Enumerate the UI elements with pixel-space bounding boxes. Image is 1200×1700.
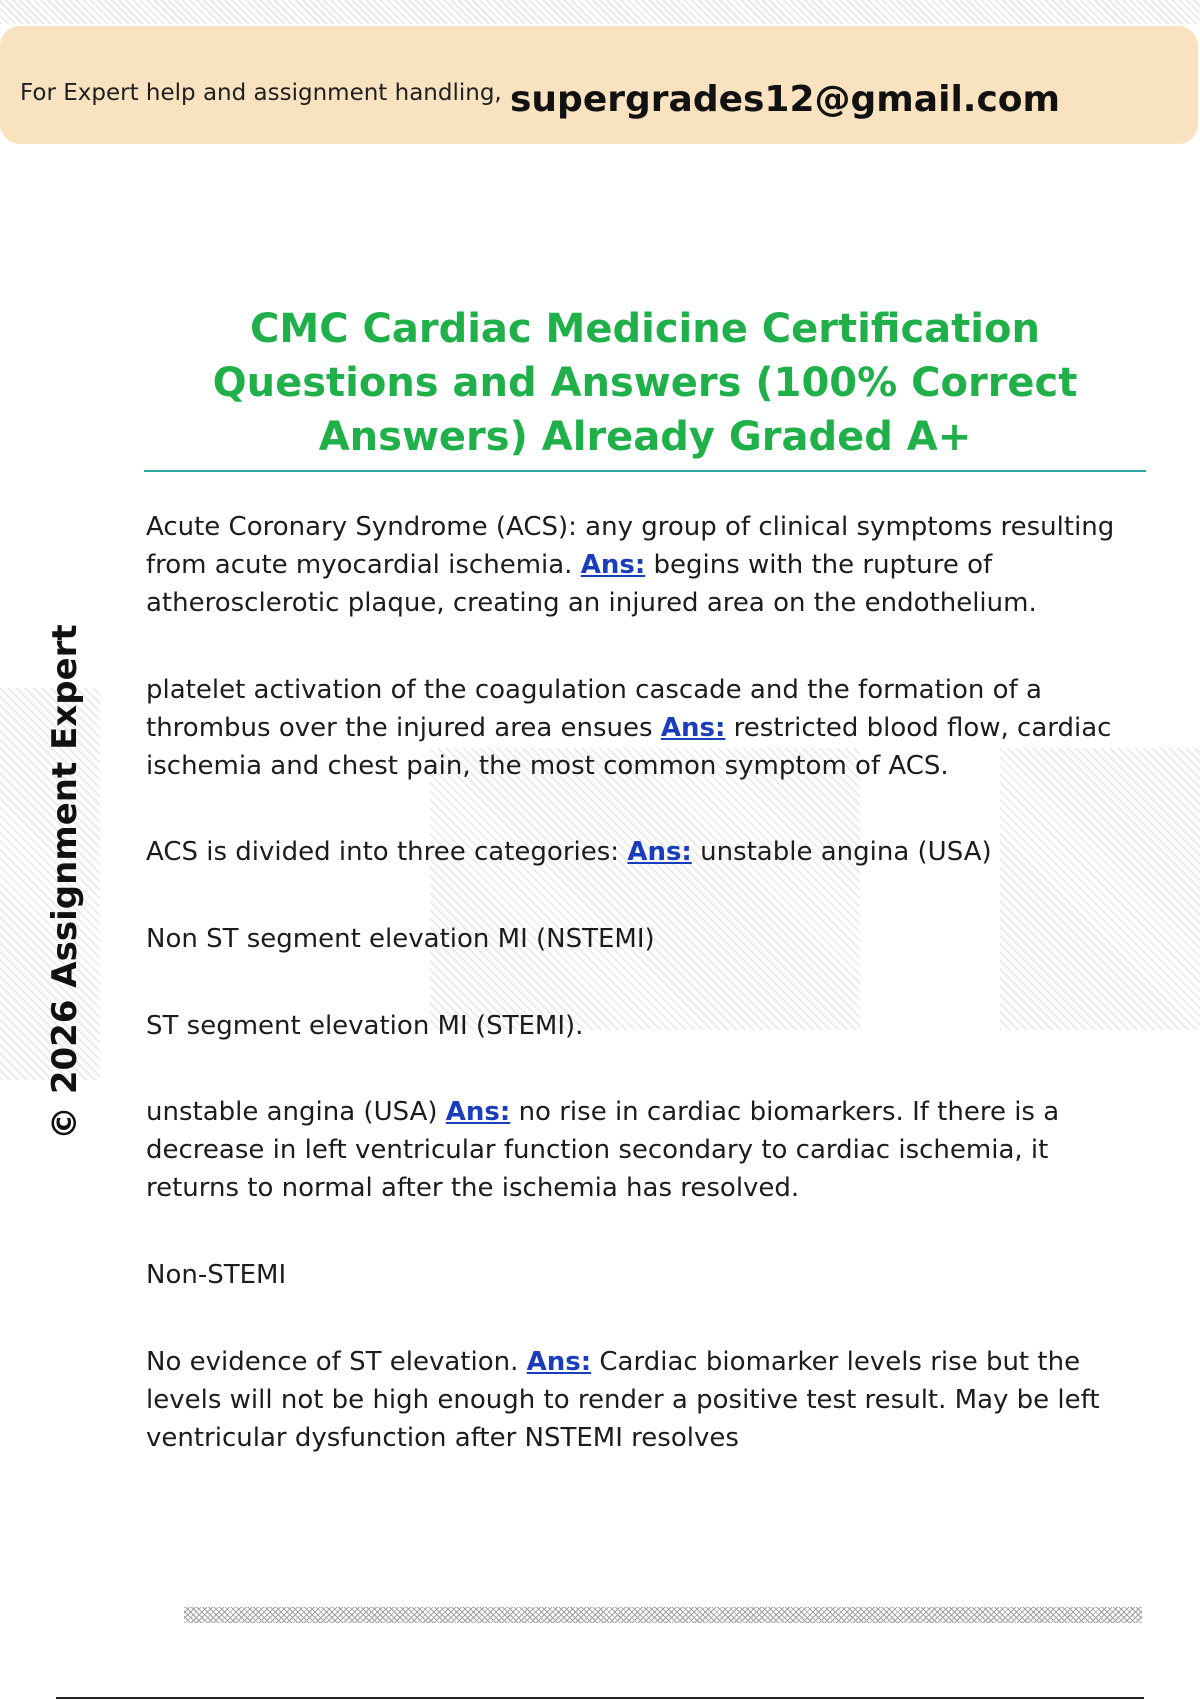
- qa-text: Non ST segment elevation MI (NSTEMI): [146, 924, 655, 954]
- qa-answer: begins with the rupture of atherosclerotic plaque, creating an injured area on the endothelium.: [146, 550, 1037, 618]
- qa-item: [146, 508, 1146, 622]
- qa-item: [146, 671, 1146, 785]
- answer-label: Ans:: [660, 713, 726, 743]
- background-texture-middle: [430, 748, 860, 1030]
- qa-item: [146, 1343, 1146, 1457]
- qa-item: [146, 833, 1146, 871]
- qa-answer: restricted blood flow, cardiac ischemia and chest pain, the most common symptom of ACS.: [146, 713, 1112, 781]
- qa-question: Acute Coronary Syndrome (ACS): any group of clinical symptoms resulting from acute myocardial ischemia.: [146, 512, 1115, 580]
- banner-text: For Expert help and assignment handling,: [20, 80, 502, 106]
- qa-text: Non-STEMI: [146, 1260, 287, 1290]
- banner-email: supergrades12@gmail.com: [510, 79, 1061, 120]
- title-line-2: Questions and Answers (100% Correct: [212, 360, 1078, 406]
- answer-label: Ans:: [580, 550, 646, 580]
- qa-question: No evidence of ST elevation.: [146, 1347, 519, 1377]
- answer-label: Ans:: [445, 1097, 511, 1127]
- qa-question: unstable angina (USA): [146, 1097, 438, 1127]
- bottom-rule: [56, 1697, 1144, 1699]
- qa-question: ACS is divided into three categories:: [146, 837, 620, 867]
- top-texture-strip: [0, 0, 1200, 24]
- answer-label: Ans:: [526, 1347, 592, 1377]
- qa-text: ST segment elevation MI (STEMI).: [146, 1011, 584, 1041]
- document-title: [145, 302, 1145, 464]
- copyright-watermark: © 2026 Assignment Expert: [45, 624, 85, 1140]
- title-line-3: Answers) Already Graded A+: [318, 414, 972, 460]
- decorative-zigzag-divider: [184, 1607, 1142, 1623]
- background-texture-right: [1000, 748, 1200, 1030]
- qa-answer: Cardiac biomarker levels rise but the levels will not be high enough to render a positive test result. May be left ventricular dysfunction after NSTEMI resolves: [146, 1347, 1100, 1453]
- qa-item: [146, 1093, 1146, 1207]
- qa-question: platelet activation of the coagulation cascade and the formation of a thrombus over the injured area ensues: [146, 675, 1042, 743]
- qa-answer: no rise in cardiac biomarkers. If there is a decrease in left ventricular function secondary to cardiac ischemia, it returns to normal after the ischemia has resolved.: [146, 1097, 1060, 1203]
- qa-answer: unstable angina (USA): [700, 837, 992, 867]
- title-line-1: CMC Cardiac Medicine Certification: [250, 306, 1040, 352]
- answer-label: Ans:: [627, 837, 692, 867]
- title-underline: [144, 470, 1146, 472]
